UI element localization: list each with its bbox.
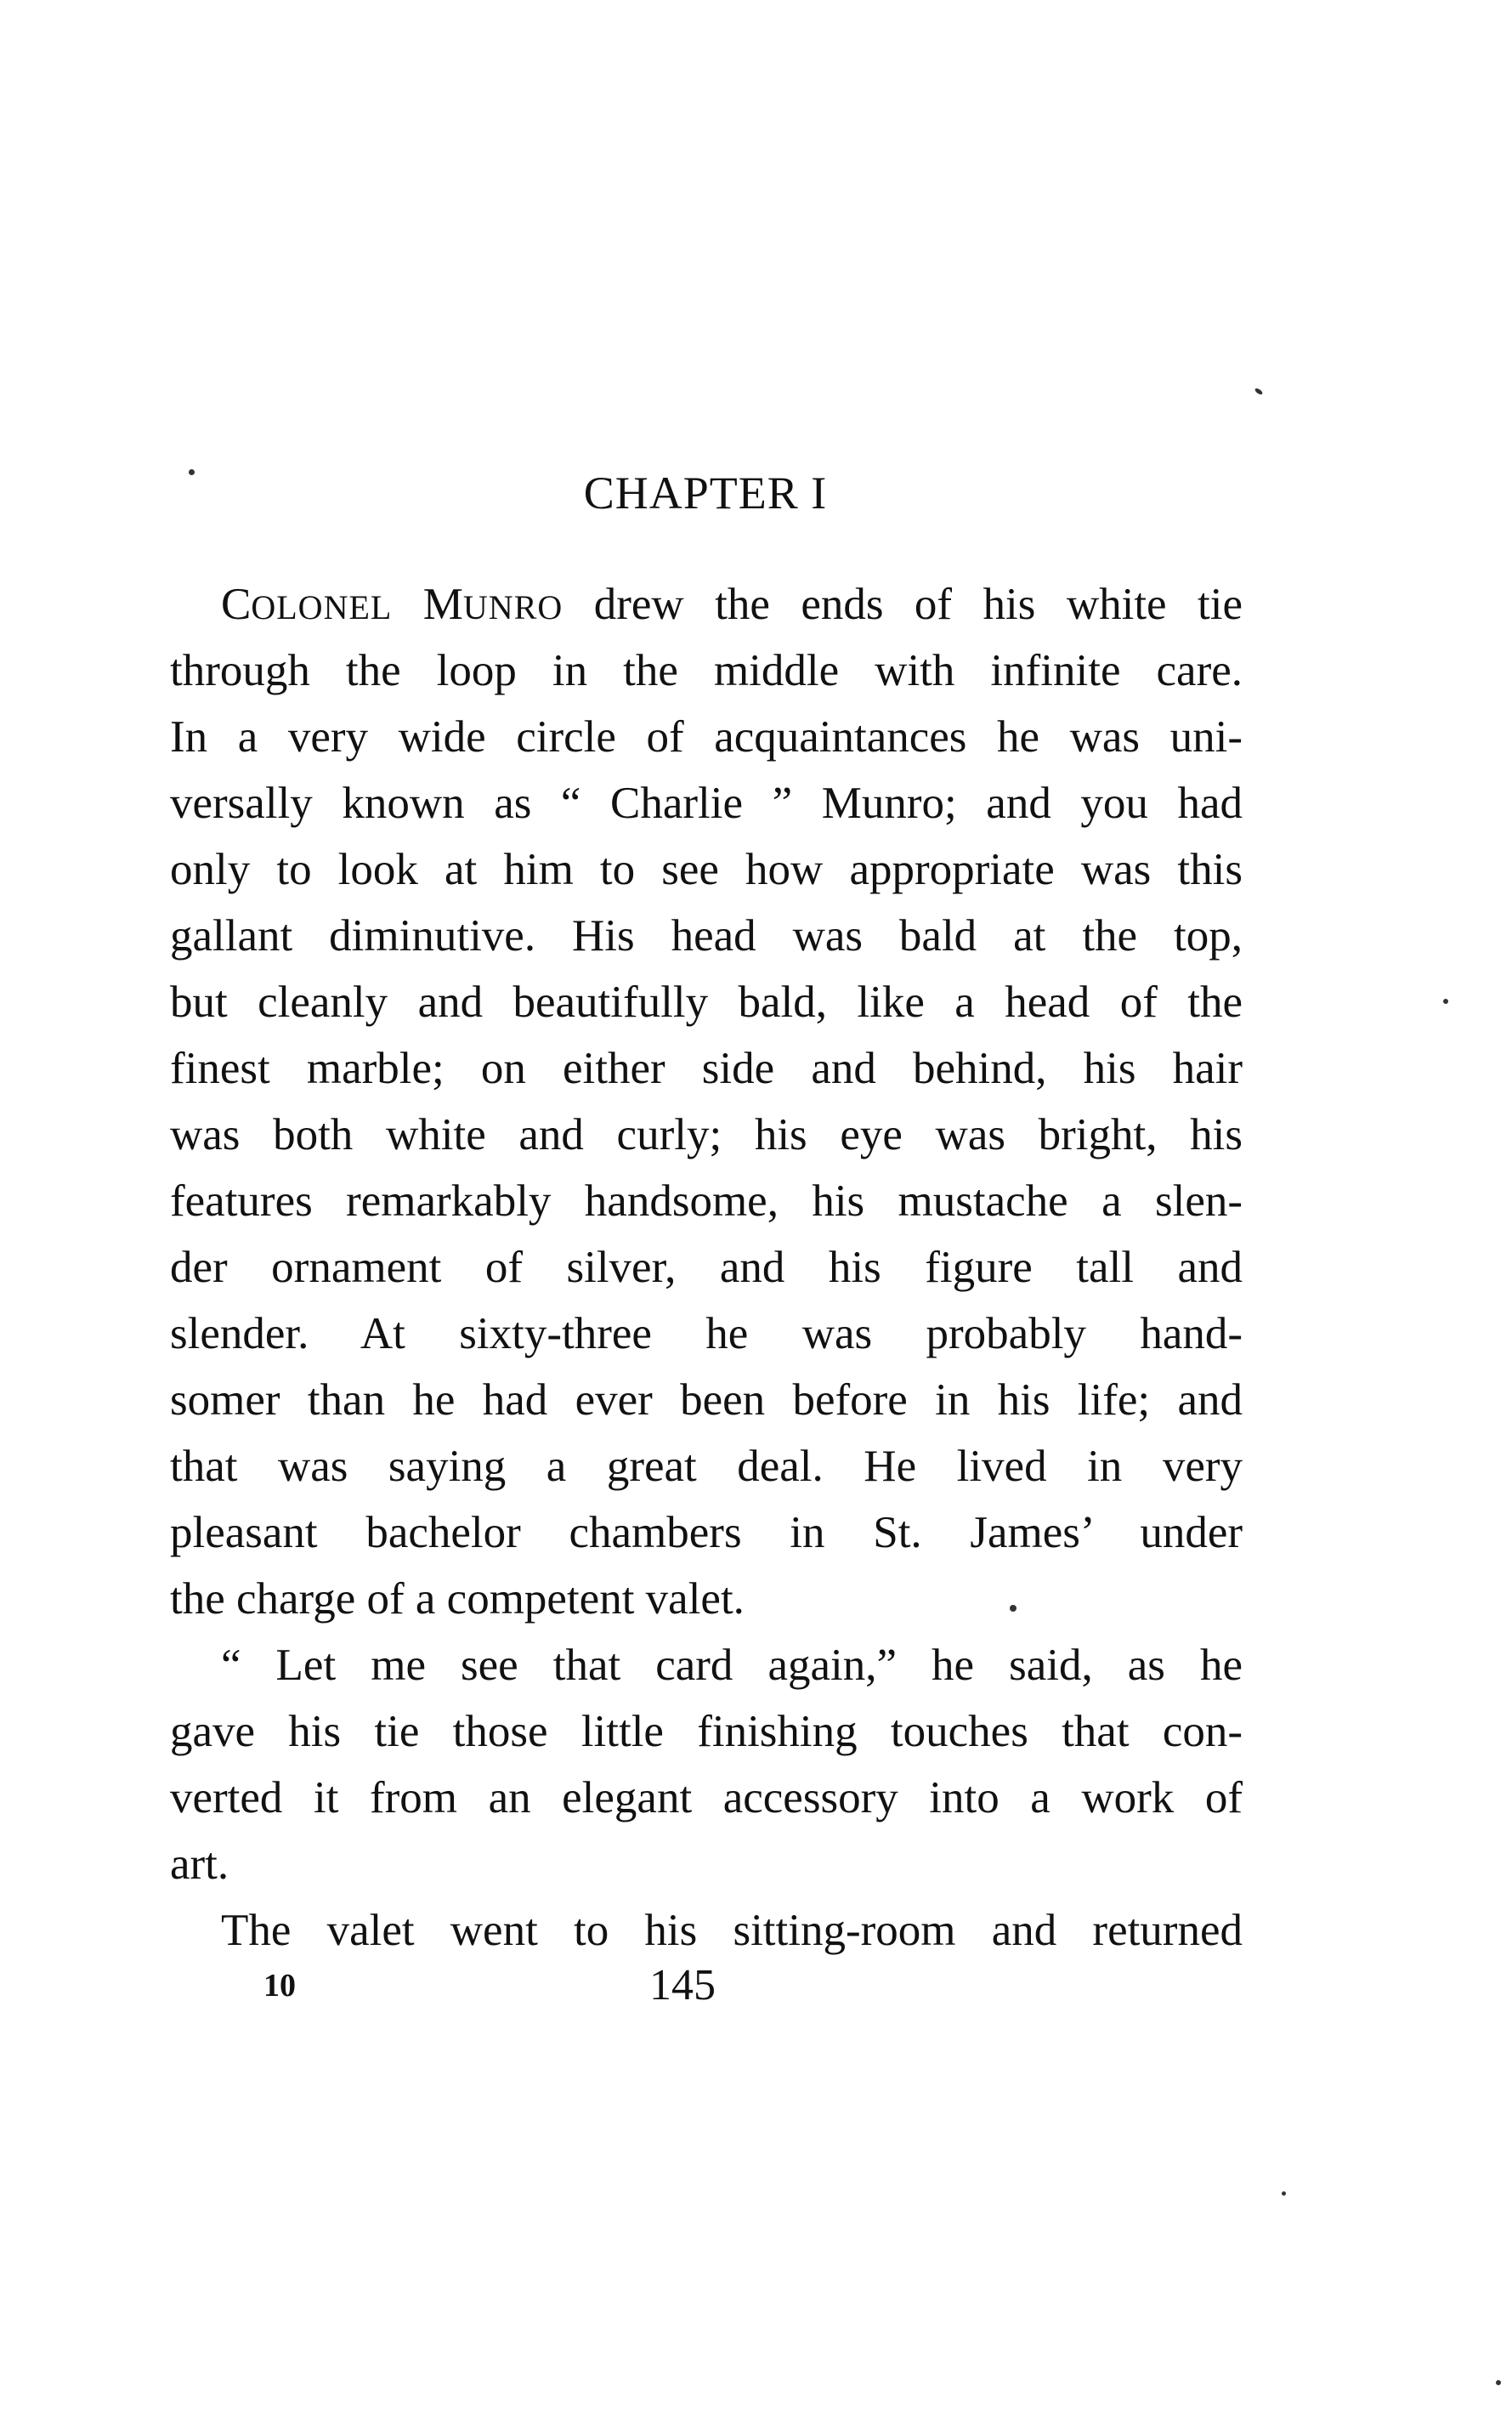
text-line: slender. At sixty-three he was probably hand- [170, 1309, 1243, 1358]
text-line: features remarkably handsome, his mustache a slen- [170, 1176, 1243, 1226]
small-caps-rest: OLONEL [251, 588, 393, 626]
text-line: gave his tie those little finishing touches that con- [170, 1707, 1243, 1756]
print-speck [189, 469, 195, 475]
text-line: verted it from an elegant accessory into a work of [170, 1773, 1243, 1822]
print-speck [1282, 2191, 1286, 2196]
text-line: art. [170, 1839, 229, 1889]
text-line: der ornament of silver, and his figure tall and [170, 1243, 1243, 1292]
text-line: “ Let me see that card again,” he said, as he [221, 1641, 1243, 1690]
print-speck [1010, 1605, 1016, 1612]
line-tail: drew the ends of his white tie [593, 580, 1243, 629]
small-caps-initial: C [221, 580, 252, 629]
text-line: somer than he had ever been before in his life; and [170, 1375, 1243, 1425]
print-speck [1496, 2380, 1501, 2385]
page-number: 145 [649, 1961, 716, 2009]
small-caps-rest: UNRO [462, 588, 563, 626]
text-line: gallant diminutive. His head was bald at the top, [170, 911, 1243, 961]
text-line: finest marble; on either side and behind, his hair [170, 1044, 1243, 1093]
text-line: versally known as “ Charlie ” Munro; and you had [170, 779, 1243, 828]
text-line: was both white and curly; his eye was bright, his [170, 1110, 1243, 1159]
text-line [170, 571, 1243, 638]
text-line: through the loop in the middle with infinite care. [170, 646, 1243, 695]
print-speck [1254, 388, 1263, 396]
text-line: only to look at him to see how appropriate was this [170, 845, 1243, 894]
text-line: the charge of a competent valet. [170, 1574, 745, 1624]
text-line: that was saying a great deal. He lived in very [170, 1442, 1243, 1491]
print-speck [1443, 999, 1448, 1004]
text-line: pleasant bachelor chambers in St. James’ under [170, 1508, 1243, 1557]
signature-mark: 10 [263, 1968, 296, 2004]
chapter-heading: CHAPTER I [583, 468, 828, 519]
text-line: The valet went to his sitting-room and returned [221, 1906, 1243, 1955]
text-line: In a very wide circle of acquaintances he was uni- [170, 712, 1243, 762]
body-text [170, 571, 1243, 1964]
small-caps-initial: M [422, 580, 463, 629]
text-line: but cleanly and beautifully bald, like a head of the [170, 978, 1243, 1027]
